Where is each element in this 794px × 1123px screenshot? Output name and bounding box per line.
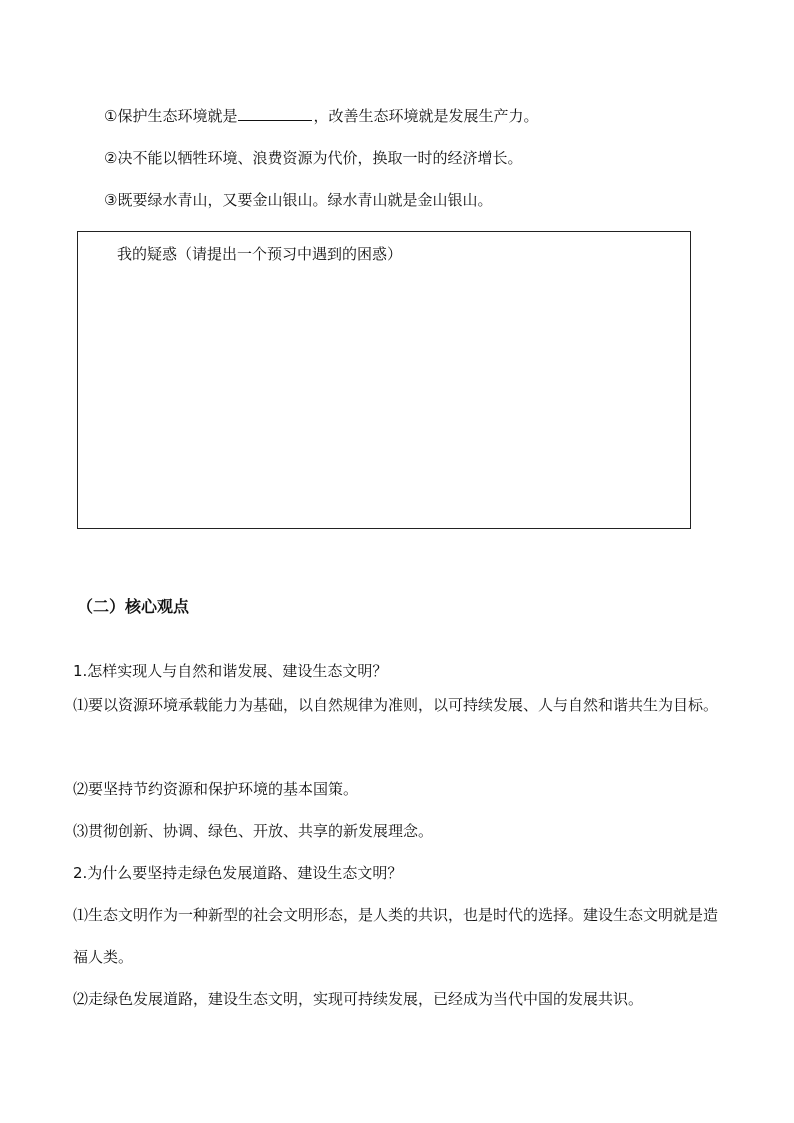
question-1-answer-3: ⑶贯彻创新、协调、绿色、开放、共享的新发展理念。 <box>73 822 434 840</box>
question-1-answer-1: ⑴要以资源环境承载能力为基础，以自然规律为准则，以可持续发展、人与自然和谐共生为目标。 <box>73 696 719 714</box>
question-1-answer-2: ⑵要坚持节约资源和保护环境的基本国策。 <box>73 780 359 798</box>
doubt-box[interactable] <box>77 231 691 529</box>
intro-item-1-before: ①保护生态环境就是 <box>104 107 238 125</box>
intro-item-1 <box>104 106 538 126</box>
question-1: 1.怎样实现人与自然和谐发展、建设生态文明？ <box>73 662 388 680</box>
section-heading: （二）核心观点 <box>77 597 190 616</box>
intro-item-2: ②决不能以牺牲环境、浪费资源为代价，换取一时的经济增长。 <box>104 149 523 167</box>
fill-in-blank[interactable] <box>238 106 312 121</box>
doubt-box-title: 我的疑惑（请提出一个预习中遇到的困惑） <box>117 245 403 263</box>
question-2-answer-1: ⑴生态文明作为一种新型的社会文明形态，是人类的共识，也是时代的选择。建设生态文明就是造福人类。 <box>73 906 719 966</box>
question-2-answer-2: ⑵走绿色发展道路，建设生态文明，实现可持续发展，已经成为当代中国的发展共识。 <box>73 990 644 1008</box>
intro-item-1-after: ，改善生态环境就是发展生产力。 <box>313 107 539 125</box>
question-2: 2.为什么要坚持走绿色发展道路、建设生态文明？ <box>73 864 403 882</box>
intro-item-3: ③既要绿水青山，又要金山银山。绿水青山就是金山银山。 <box>104 191 493 209</box>
